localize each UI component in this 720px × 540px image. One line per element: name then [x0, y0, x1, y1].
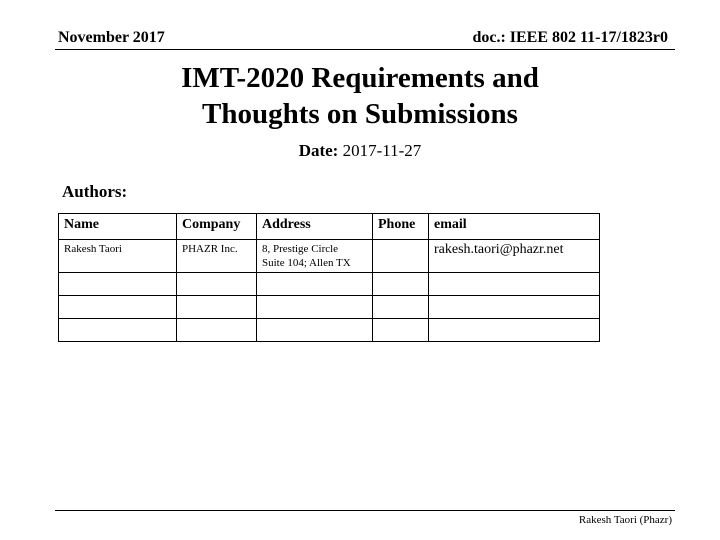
- empty-cell: [177, 296, 257, 319]
- address-line-2: Suite 104; Allen TX: [262, 257, 351, 269]
- column-header-phone: Phone: [373, 214, 429, 240]
- author-name-cell: Rakesh Taori: [59, 240, 177, 273]
- empty-cell: [373, 273, 429, 296]
- slide-title-line-2: Thoughts on Submissions: [202, 98, 518, 130]
- empty-cell: [429, 273, 600, 296]
- date-value: 2017-11-27: [342, 141, 422, 160]
- empty-cell: [257, 296, 373, 319]
- empty-cell: [373, 319, 429, 342]
- table-row: [59, 240, 600, 273]
- table-row: [59, 273, 600, 296]
- column-header-address: Address: [257, 214, 373, 240]
- author-address-cell: [257, 240, 373, 273]
- empty-cell: [59, 273, 177, 296]
- empty-cell: [429, 296, 600, 319]
- header-date: November 2017: [58, 29, 165, 46]
- empty-cell: [429, 319, 600, 342]
- empty-cell: [177, 273, 257, 296]
- empty-cell: [257, 319, 373, 342]
- column-header-email: email: [429, 214, 600, 240]
- authors-table: [58, 213, 600, 342]
- footer-author: Rakesh Taori (Phazr): [578, 514, 672, 526]
- empty-cell: [59, 319, 177, 342]
- empty-cell: [59, 296, 177, 319]
- table-header-row: [59, 214, 600, 240]
- address-line-1: 8, Prestige Circle: [262, 243, 339, 255]
- date-line: [0, 141, 720, 161]
- date-label: Date:: [298, 141, 339, 160]
- author-company-cell: PHAZR Inc.: [177, 240, 257, 273]
- footer-divider: [55, 510, 675, 511]
- column-header-company: Company: [177, 214, 257, 240]
- empty-cell: [373, 296, 429, 319]
- table-row: [59, 296, 600, 319]
- table-row: [59, 319, 600, 342]
- header-doc-id: doc.: IEEE 802 11-17/1823r0: [472, 29, 668, 46]
- author-phone-cell: [373, 240, 429, 273]
- column-header-name: Name: [59, 214, 177, 240]
- header-divider: [55, 49, 675, 50]
- slide-title-line-1: IMT-2020 Requirements and: [181, 62, 539, 94]
- slide-title: [0, 60, 720, 132]
- empty-cell: [177, 319, 257, 342]
- author-email-cell: rakesh.taori@phazr.net: [429, 240, 600, 273]
- empty-cell: [257, 273, 373, 296]
- authors-heading: Authors:: [62, 182, 128, 201]
